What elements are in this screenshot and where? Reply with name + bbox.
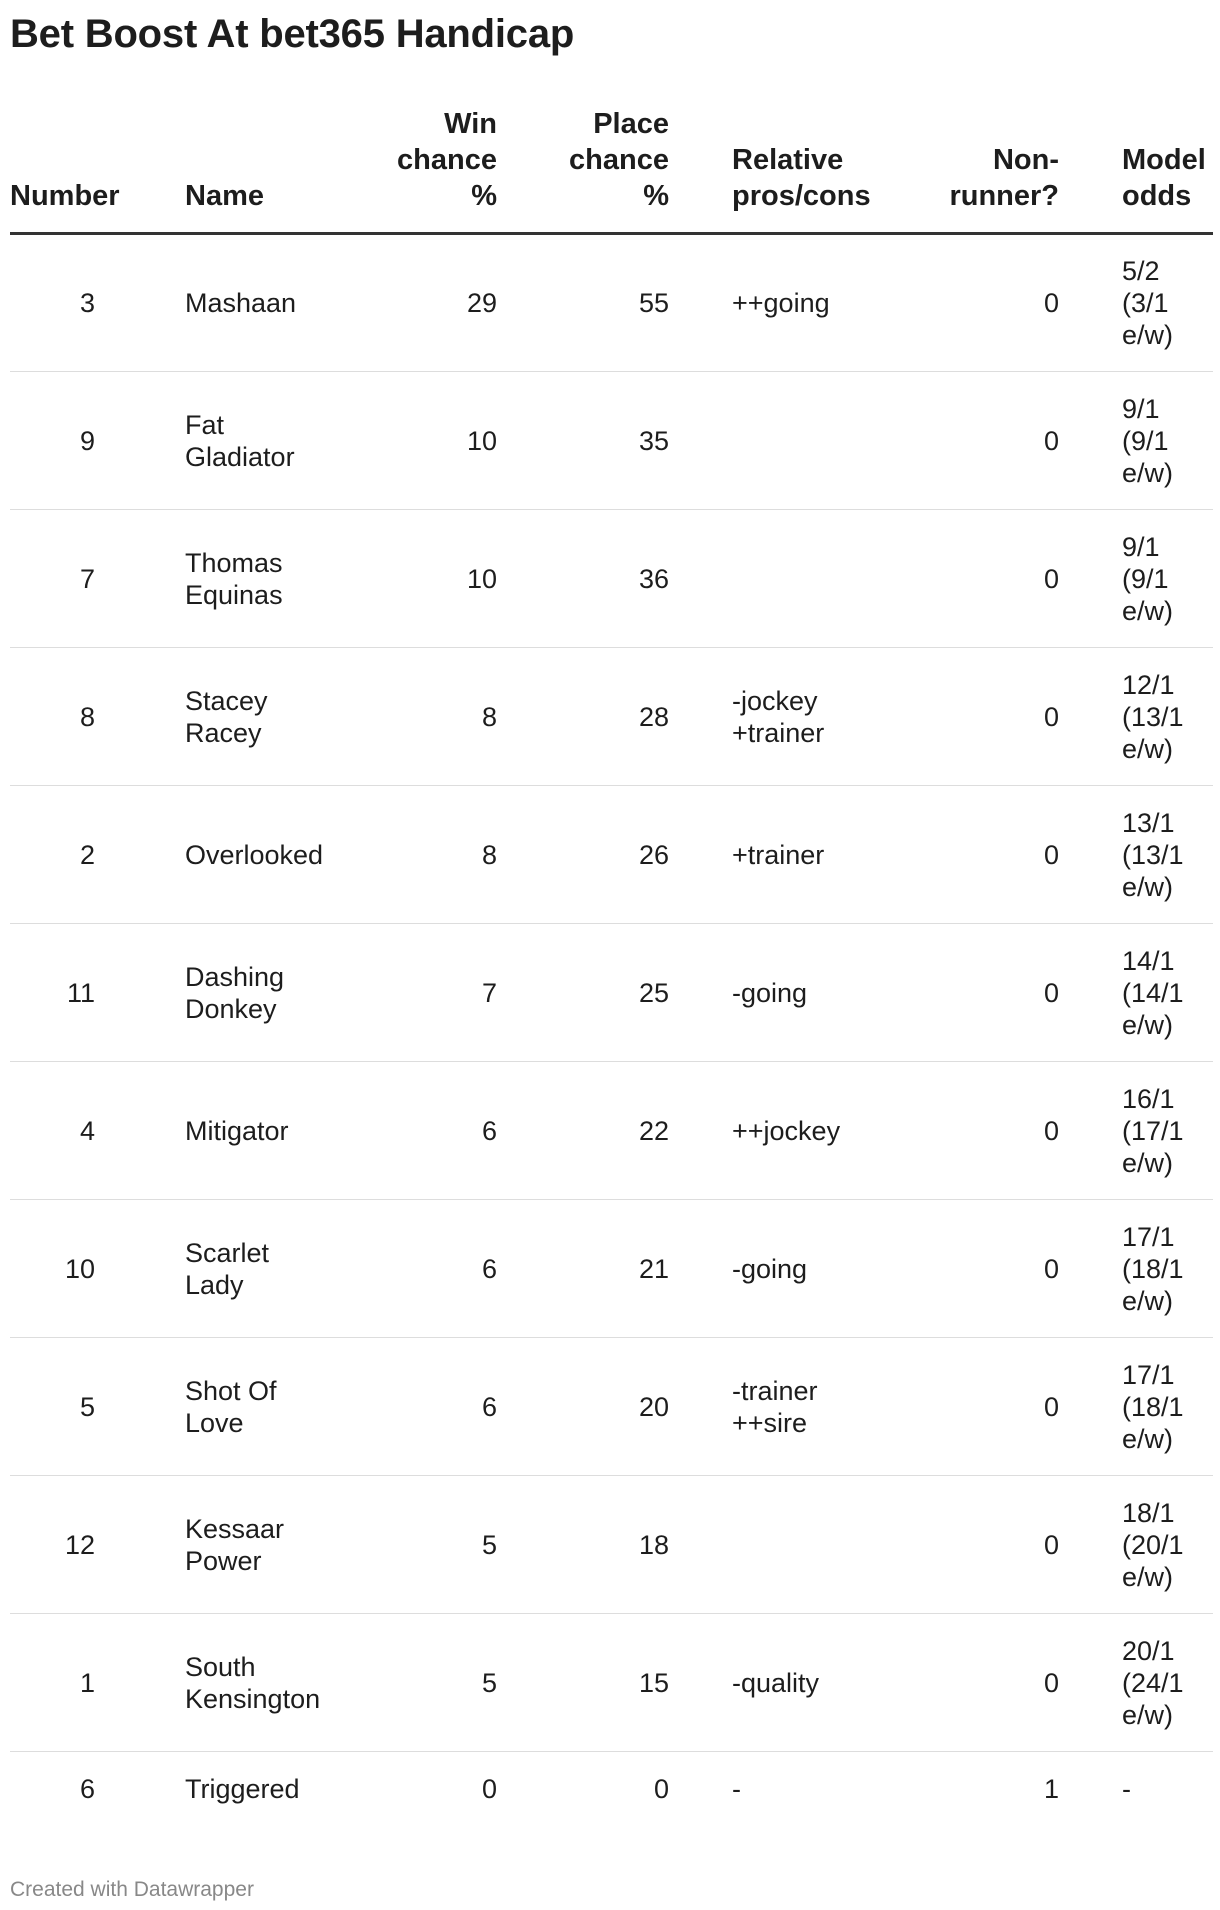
cell-relative-line: -jockey bbox=[732, 685, 818, 716]
table-row bbox=[10, 786, 1213, 924]
cell-model-odds bbox=[1059, 1062, 1213, 1200]
cell-name bbox=[155, 372, 325, 510]
cell-relative bbox=[669, 1752, 879, 1827]
col-header-relative-line: pros/cons bbox=[732, 180, 871, 212]
cell-name bbox=[155, 1062, 325, 1200]
cell-relative-line: ++going bbox=[732, 288, 830, 318]
attribution-footer[interactable]: Created with Datawrapper bbox=[10, 1878, 254, 1901]
cell-model-odds-line: (3/1 bbox=[1122, 288, 1169, 318]
col-header-place-line: Place bbox=[593, 108, 669, 140]
cell-nonrunner: 0 bbox=[879, 1476, 1059, 1614]
col-header-name[interactable]: Name bbox=[155, 106, 325, 234]
col-header-nonrunner[interactable] bbox=[879, 106, 1059, 234]
table-row bbox=[10, 234, 1213, 372]
cell-model-odds-line: 18/1 bbox=[1122, 1497, 1175, 1528]
cell-place-chance: 20 bbox=[497, 1338, 669, 1476]
cell-win-chance: 5 bbox=[325, 1476, 497, 1614]
cell-win-chance: 6 bbox=[325, 1338, 497, 1476]
col-header-odds-line: Model bbox=[1122, 144, 1206, 176]
cell-relative bbox=[669, 1062, 879, 1200]
cell-name-line: Love bbox=[185, 1407, 244, 1438]
cell-name bbox=[155, 786, 325, 924]
cell-number: 10 bbox=[10, 1200, 155, 1338]
cell-model-odds-line: (24/1 bbox=[1122, 1667, 1184, 1698]
cell-model-odds-line: 20/1 bbox=[1122, 1635, 1175, 1666]
cell-model-odds-line: 5/2 bbox=[1122, 256, 1160, 286]
cell-win-chance: 8 bbox=[325, 786, 497, 924]
col-header-relative-line: Relative bbox=[732, 144, 844, 176]
table-row bbox=[10, 1752, 1213, 1827]
cell-name bbox=[155, 510, 325, 648]
cell-model-odds-line: (9/1 bbox=[1122, 425, 1169, 456]
cell-model-odds bbox=[1059, 1614, 1213, 1752]
cell-relative bbox=[669, 234, 879, 372]
cell-relative bbox=[669, 1476, 879, 1614]
cell-name bbox=[155, 1200, 325, 1338]
table-body bbox=[10, 234, 1213, 1827]
cell-name-line: Triggered bbox=[185, 1774, 300, 1805]
cell-place-chance: 15 bbox=[497, 1614, 669, 1752]
table-row bbox=[10, 1614, 1213, 1752]
cell-model-odds bbox=[1059, 648, 1213, 786]
cell-name-line: Racey bbox=[185, 717, 262, 748]
cell-model-odds-line: (9/1 bbox=[1122, 563, 1169, 594]
cell-place-chance: 35 bbox=[497, 372, 669, 510]
cell-nonrunner: 0 bbox=[879, 1338, 1059, 1476]
cell-win-chance: 6 bbox=[325, 1062, 497, 1200]
col-header-win[interactable] bbox=[325, 106, 497, 234]
cell-place-chance: 21 bbox=[497, 1200, 669, 1338]
cell-number: 3 bbox=[10, 234, 155, 372]
cell-relative-line: -trainer bbox=[732, 1375, 818, 1406]
chart-title: Bet Boost At bet365 Handicap bbox=[10, 12, 575, 56]
cell-model-odds-line: 9/1 bbox=[1122, 393, 1160, 424]
cell-model-odds-line: (17/1 bbox=[1122, 1115, 1184, 1146]
cell-name bbox=[155, 924, 325, 1062]
cell-model-odds-line: e/w) bbox=[1122, 320, 1174, 350]
cell-model-odds-line: (13/1 bbox=[1122, 839, 1184, 870]
cell-name-line: Stacey bbox=[185, 685, 268, 716]
cell-name-line: Kensington bbox=[185, 1683, 321, 1714]
cell-place-chance: 26 bbox=[497, 786, 669, 924]
cell-win-chance: 10 bbox=[325, 372, 497, 510]
cell-number: 1 bbox=[10, 1614, 155, 1752]
cell-number: 8 bbox=[10, 648, 155, 786]
cell-nonrunner: 0 bbox=[879, 1200, 1059, 1338]
table-row bbox=[10, 510, 1213, 648]
cell-model-odds-line: (14/1 bbox=[1122, 977, 1184, 1008]
cell-model-odds-line: 13/1 bbox=[1122, 807, 1175, 838]
cell-model-odds-line: e/w) bbox=[1122, 733, 1174, 764]
col-header-place-line: % bbox=[643, 180, 669, 212]
table-row bbox=[10, 372, 1213, 510]
cell-place-chance: 28 bbox=[497, 648, 669, 786]
table-row bbox=[10, 1476, 1213, 1614]
col-header-odds[interactable] bbox=[1059, 106, 1213, 234]
cell-place-chance: 18 bbox=[497, 1476, 669, 1614]
cell-model-odds-line: e/w) bbox=[1122, 595, 1174, 626]
cell-win-chance: 6 bbox=[325, 1200, 497, 1338]
cell-relative-line: ++sire bbox=[732, 1407, 808, 1438]
cell-relative bbox=[669, 648, 879, 786]
cell-nonrunner: 0 bbox=[879, 924, 1059, 1062]
header-row bbox=[10, 106, 1213, 234]
col-header-win-line: Win bbox=[444, 108, 497, 140]
data-table bbox=[10, 106, 1213, 1827]
cell-nonrunner: 0 bbox=[879, 234, 1059, 372]
cell-model-odds-line: 16/1 bbox=[1122, 1083, 1175, 1114]
cell-nonrunner: 0 bbox=[879, 786, 1059, 924]
cell-nonrunner: 0 bbox=[879, 510, 1059, 648]
cell-relative bbox=[669, 924, 879, 1062]
cell-number: 7 bbox=[10, 510, 155, 648]
cell-win-chance: 0 bbox=[481, 1774, 497, 1805]
col-header-place-line: chance bbox=[569, 144, 669, 176]
cell-relative-line: ++jockey bbox=[732, 1115, 841, 1146]
col-header-nonrunner-line: Non- bbox=[992, 144, 1059, 176]
cell-relative-line: -going bbox=[732, 977, 808, 1008]
table-row bbox=[10, 648, 1213, 786]
cell-nonrunner: 0 bbox=[879, 372, 1059, 510]
cell-number: 4 bbox=[10, 1062, 155, 1200]
cell-model-odds-line: (20/1 bbox=[1122, 1529, 1184, 1560]
cell-relative-line: +trainer bbox=[732, 717, 825, 748]
cell-model-odds-line: e/w) bbox=[1122, 1561, 1174, 1592]
cell-model-odds-line: 9/1 bbox=[1122, 531, 1160, 562]
cell-place-chance: 25 bbox=[497, 924, 669, 1062]
cell-relative-line: +trainer bbox=[732, 839, 825, 870]
cell-name-line: Fat bbox=[185, 409, 225, 440]
cell-number: 5 bbox=[10, 1338, 155, 1476]
col-header-win-line: chance bbox=[397, 144, 497, 176]
cell-place-chance: 36 bbox=[497, 510, 669, 648]
cell-name-line: Equinas bbox=[185, 579, 283, 610]
cell-win-chance: 5 bbox=[325, 1614, 497, 1752]
cell-name bbox=[155, 234, 325, 372]
cell-model-odds-line: (18/1 bbox=[1122, 1253, 1184, 1284]
cell-win-chance: 8 bbox=[325, 648, 497, 786]
cell-model-odds-line: e/w) bbox=[1122, 1009, 1174, 1040]
cell-model-odds bbox=[1059, 1200, 1213, 1338]
cell-nonrunner: 0 bbox=[879, 1062, 1059, 1200]
cell-number: 11 bbox=[10, 924, 155, 1062]
cell-model-odds bbox=[1059, 1476, 1213, 1614]
col-header-place[interactable] bbox=[497, 106, 669, 234]
cell-nonrunner: 0 bbox=[879, 1614, 1059, 1752]
cell-name bbox=[155, 1476, 325, 1614]
cell-place-chance: 0 bbox=[653, 1774, 669, 1805]
cell-name-line: Lady bbox=[185, 1269, 244, 1300]
table-row bbox=[10, 1062, 1213, 1200]
cell-model-odds-line: e/w) bbox=[1122, 871, 1174, 902]
cell-relative-line: -quality bbox=[732, 1667, 820, 1698]
cell-name-line: Dashing bbox=[185, 961, 285, 992]
table-row bbox=[10, 1338, 1213, 1476]
cell-relative-line: -going bbox=[732, 1253, 808, 1284]
cell-relative bbox=[669, 1200, 879, 1338]
cell-relative-line: - bbox=[732, 1774, 741, 1805]
cell-number: 12 bbox=[10, 1476, 155, 1614]
cell-name-line: Thomas bbox=[185, 547, 283, 578]
cell-model-odds-line: e/w) bbox=[1122, 457, 1174, 488]
cell-name bbox=[155, 1614, 325, 1752]
table-row bbox=[10, 1200, 1213, 1338]
cell-model-odds bbox=[1059, 924, 1213, 1062]
cell-number: 6 bbox=[79, 1774, 95, 1805]
cell-model-odds-line: (18/1 bbox=[1122, 1391, 1184, 1422]
cell-place-chance: 55 bbox=[497, 234, 669, 372]
cell-name-line: Overlooked bbox=[185, 839, 324, 870]
cell-win-chance: 10 bbox=[325, 510, 497, 648]
cell-name-line: South bbox=[185, 1651, 256, 1682]
table-row bbox=[10, 924, 1213, 1062]
cell-model-odds-line: 17/1 bbox=[1122, 1359, 1175, 1390]
cell-relative bbox=[669, 1614, 879, 1752]
cell-model-odds-line: e/w) bbox=[1122, 1699, 1174, 1730]
cell-name bbox=[155, 1752, 325, 1827]
cell-model-odds-line: 14/1 bbox=[1122, 945, 1175, 976]
cell-name bbox=[155, 648, 325, 786]
cell-relative bbox=[669, 1338, 879, 1476]
cell-model-odds bbox=[1059, 1338, 1213, 1476]
cell-model-odds-line: - bbox=[1122, 1774, 1131, 1805]
cell-relative bbox=[669, 510, 879, 648]
cell-model-odds-line: e/w) bbox=[1122, 1147, 1174, 1178]
cell-model-odds-line: (13/1 bbox=[1122, 701, 1184, 732]
cell-name-line: Shot Of bbox=[185, 1375, 277, 1406]
cell-win-chance: 29 bbox=[325, 234, 497, 372]
cell-model-odds-line: e/w) bbox=[1122, 1423, 1174, 1454]
cell-model-odds-line: 12/1 bbox=[1122, 669, 1175, 700]
col-header-number[interactable]: Number bbox=[10, 106, 155, 234]
cell-model-odds bbox=[1059, 786, 1213, 924]
cell-relative bbox=[669, 786, 879, 924]
cell-win-chance: 7 bbox=[325, 924, 497, 1062]
cell-model-odds-line: 17/1 bbox=[1122, 1221, 1175, 1252]
cell-name-line: Kessaar bbox=[185, 1513, 285, 1544]
cell-name-line: Mashaan bbox=[185, 288, 297, 318]
cell-name-line: Mitigator bbox=[185, 1115, 289, 1146]
col-header-relative[interactable] bbox=[669, 106, 879, 234]
col-header-odds-line: odds bbox=[1122, 180, 1192, 212]
cell-name-line: Donkey bbox=[185, 993, 277, 1024]
cell-name-line: Scarlet bbox=[185, 1237, 270, 1268]
col-header-nonrunner-line: runner? bbox=[949, 180, 1059, 212]
cell-model-odds-line: e/w) bbox=[1122, 1285, 1174, 1316]
cell-place-chance: 22 bbox=[497, 1062, 669, 1200]
cell-nonrunner: 1 bbox=[1043, 1774, 1059, 1805]
cell-name-line: Gladiator bbox=[185, 441, 295, 472]
cell-number: 9 bbox=[10, 372, 155, 510]
col-header-win-line: % bbox=[471, 180, 497, 212]
cell-name-line: Power bbox=[185, 1545, 262, 1576]
cell-relative bbox=[669, 372, 879, 510]
cell-model-odds bbox=[1059, 1752, 1213, 1827]
cell-name bbox=[155, 1338, 325, 1476]
cell-number: 2 bbox=[10, 786, 155, 924]
cell-model-odds bbox=[1059, 372, 1213, 510]
cell-model-odds bbox=[1059, 510, 1213, 648]
cell-nonrunner: 0 bbox=[879, 648, 1059, 786]
cell-model-odds bbox=[1059, 234, 1213, 372]
